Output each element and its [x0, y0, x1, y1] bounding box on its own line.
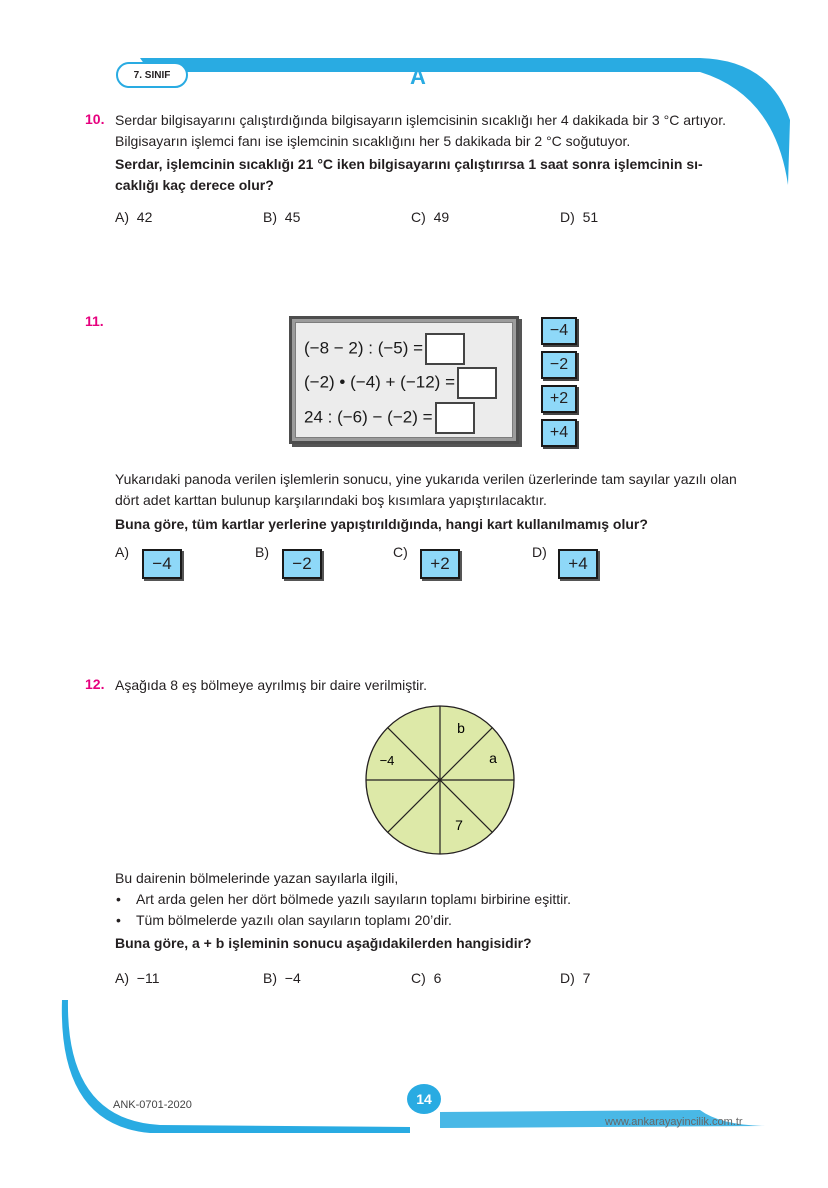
answer-slot-3 — [435, 402, 475, 434]
q11-option-d-label[interactable]: D) — [532, 544, 547, 560]
board-surface — [295, 322, 513, 438]
q10-option-b[interactable]: B) 45 — [263, 209, 301, 225]
q11-option-b-label[interactable]: B) — [255, 544, 269, 560]
q10-option-c[interactable]: C) 49 — [411, 209, 450, 225]
q10-option-a[interactable]: A) 42 — [115, 209, 153, 225]
q12-option-c[interactable]: C) 6 — [411, 970, 442, 986]
q11-line2: dört adet karttan bulunup karşılarındaki boş kısımlara yapıştırılacaktır. — [115, 492, 547, 508]
q11-option-a-label[interactable]: A) — [115, 544, 129, 560]
q12-question: Buna göre, a + b işleminin sonucu aşağıdakilerden hangisidir? — [115, 935, 532, 951]
question-10-text — [115, 110, 775, 196]
question-11-text — [115, 469, 785, 535]
footer-code: ANK-0701-2020 — [113, 1099, 192, 1111]
q11-option-b-card[interactable]: −2 — [282, 549, 322, 579]
card-minus-2: −2 — [541, 351, 577, 379]
bottom-frame-curve — [62, 1000, 410, 1133]
q11-line1: Yukarıdaki panoda verilen işlemlerin sonucu, yine yukarıda verilen üzerlerinde tam sayılar yazılı olan — [115, 471, 737, 487]
question-12-number: 12. — [85, 676, 105, 692]
q12-intro: Aşağıda 8 eş bölmeye ayrılmış bir daire verilmiştir. — [115, 677, 427, 693]
q12-bullet-2: • Tüm bölmelerde yazılı olan sayıların toplamı 20’dir. — [136, 910, 796, 931]
q12-lead: Bu dairenin bölmelerinde yazan sayılarla ilgili, — [115, 870, 399, 886]
q10-line2: Bilgisayarın işlemci fanı ise işlemcinin sıcaklığını her 5 dakikada bir 2 °C soğutuyor. — [115, 133, 631, 149]
card-plus-4: +4 — [541, 419, 577, 447]
equation-board — [289, 316, 519, 444]
equation-1: (−8 − 2) : (−5) = — [304, 333, 465, 365]
q12-bullet-1: • Art arda gelen her dört bölmede yazılı sayıların toplamı birbirine eşittir. — [136, 889, 796, 910]
sector-label-minus-4: −4 — [379, 753, 395, 768]
q12-option-d[interactable]: D) 7 — [560, 970, 591, 986]
q11-option-c-card[interactable]: +2 — [420, 549, 460, 579]
booklet-letter: A — [410, 64, 426, 89]
q11-option-d-card[interactable]: +4 — [558, 549, 598, 579]
q10-line1: Serdar bilgisayarını çalıştırdığında bilgisayarın işlemcisinin sıcaklığı her 4 dakikada bir 3 °C artıyor. — [115, 112, 726, 128]
publisher-website: www.ankarayayincilik.com.tr — [605, 1116, 743, 1128]
q10-option-d[interactable]: D) 51 — [560, 209, 599, 225]
page-number: 14 — [407, 1084, 441, 1114]
answer-slot-2 — [457, 367, 497, 399]
q11-question: Buna göre, tüm kartlar yerlerine yapıştırıldığında, hangi kart kullanılmamış olur? — [115, 516, 648, 532]
q10-question-line1: Serdar, işlemcinin sıcaklığı 21 °C iken bilgisayarını çalıştırırsa 1 saat sonra işlemcinin sı- — [115, 156, 703, 172]
q12-option-b[interactable]: B) −4 — [263, 970, 301, 986]
grade-badge: 7. SINIF — [116, 62, 188, 88]
sector-label-7: 7 — [455, 817, 463, 833]
q11-option-c-label[interactable]: C) — [393, 544, 408, 560]
equation-2: (−2) • (−4) + (−12) = — [304, 367, 497, 399]
card-plus-2: +2 — [541, 385, 577, 413]
question-11-number: 11. — [85, 313, 104, 329]
question-12-text — [115, 868, 775, 954]
q11-option-a-card[interactable]: −4 — [142, 549, 182, 579]
divided-circle — [360, 700, 520, 860]
sector-label-b: b — [457, 720, 465, 736]
sector-label-a: a — [489, 750, 497, 766]
question-10-number: 10. — [85, 111, 105, 127]
answer-slot-1 — [425, 333, 465, 365]
equation-3: 24 : (−6) − (−2) = — [304, 402, 475, 434]
q10-question-line2: caklığı kaç derece olur? — [115, 177, 274, 193]
q12-option-a[interactable]: A) −11 — [115, 970, 160, 986]
card-minus-4: −4 — [541, 317, 577, 345]
